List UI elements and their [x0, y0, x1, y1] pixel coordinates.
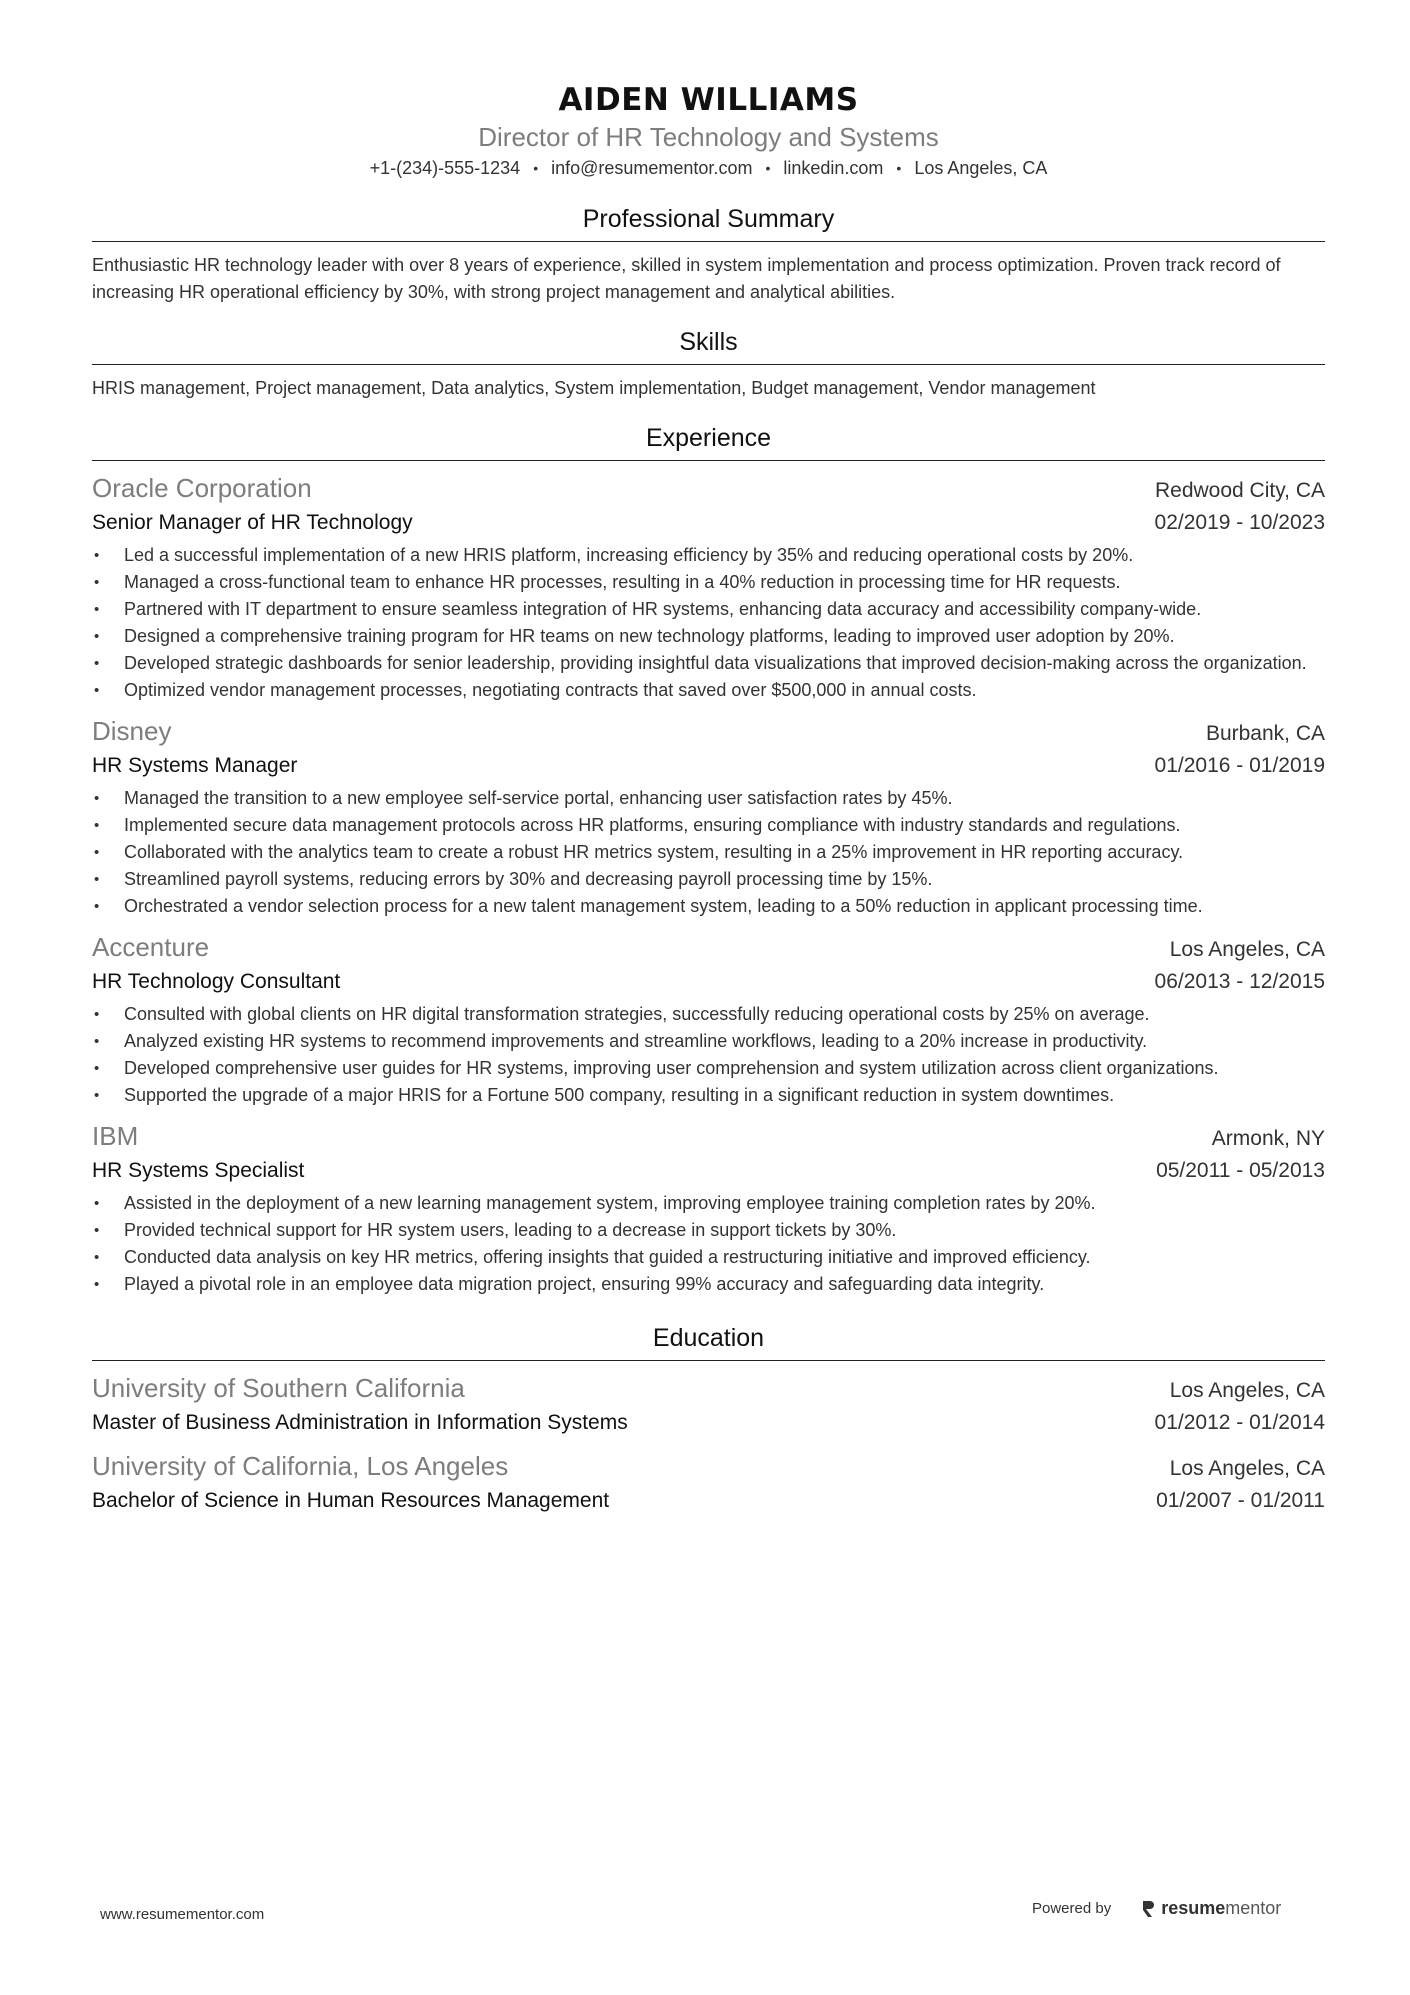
job-entry	[92, 930, 1325, 1109]
location: Los Angeles, CA	[914, 158, 1048, 178]
footer-branding	[1032, 1898, 1281, 1919]
degree: Bachelor of Science in Human Resources Management	[92, 1489, 610, 1512]
bullet-item: • Led a successful implementation of a new HRIS platform, increasing efficiency by 35% and reducing operational costs by 20%.	[92, 542, 1325, 569]
candidate-name: AIDEN WILLIAMS	[558, 82, 859, 118]
job-entry	[92, 471, 1325, 704]
job-dates: 01/2016 - 01/2019	[1154, 754, 1325, 777]
job-bullets	[92, 1001, 1325, 1109]
section-title-skills: Skills	[92, 326, 1325, 365]
job-bullets	[92, 785, 1325, 920]
bullet-item: • Optimized vendor management processes, negotiating contracts that saved over $500,000 in annual costs.	[92, 677, 1325, 704]
job-location: Burbank, CA	[1205, 722, 1325, 745]
school-name: University of California, Los Angeles	[92, 1451, 509, 1481]
bullet-item: • Conducted data analysis on key HR metrics, offering insights that guided a restructuring initiative and improved efficiency.	[92, 1244, 1325, 1271]
company-name: Disney	[92, 716, 172, 746]
job-location: Los Angeles, CA	[1169, 938, 1325, 961]
separator-dot: •	[533, 160, 539, 176]
bullet-item: • Assisted in the deployment of a new learning management system, improving employee training completion rates by 20%.	[92, 1190, 1325, 1217]
bullet-item: • Consulted with global clients on HR digital transformation strategies, successfully reducing operational costs by 25% on average.	[92, 1001, 1325, 1028]
job-bullets	[92, 542, 1325, 704]
education-dates: 01/2012 - 01/2014	[1154, 1411, 1325, 1434]
contact-line	[92, 154, 1325, 183]
resumementor-logo-icon	[1141, 1900, 1155, 1918]
linkedin: linkedin.com	[783, 158, 884, 178]
separator-dot: •	[896, 160, 902, 176]
bullet-item: • Designed a comprehensive training program for HR teams on new technology platforms, leading to improved user adoption by 20%.	[92, 623, 1325, 650]
bullet-item: • Supported the upgrade of a major HRIS for a Fortune 500 company, resulting in a significant reduction in system downtimes.	[92, 1082, 1325, 1109]
degree: Master of Business Administration in Information Systems	[92, 1411, 628, 1434]
email: info@resumementor.com	[551, 158, 753, 178]
summary-text: Enthusiastic HR technology leader with over 8 years of experience, skilled in system implementation and process optimization. Proven track record of increasing HR operational efficiency by 30%, with strong project management and analytical abilities.	[92, 255, 1281, 302]
bullet-item: • Partnered with IT department to ensure seamless integration of HR systems, enhancing data accuracy and accessibility company-wide.	[92, 596, 1325, 623]
bullet-item: • Collaborated with the analytics team to create a robust HR metrics system, resulting in a 25% improvement in HR reporting accuracy.	[92, 839, 1325, 866]
job-entry	[92, 714, 1325, 920]
job-bullets	[92, 1190, 1325, 1298]
company-name: IBM	[92, 1121, 139, 1151]
education-entry	[92, 1371, 1325, 1439]
school-location: Los Angeles, CA	[1169, 1457, 1325, 1480]
phone: +1-(234)-555-1234	[369, 158, 521, 178]
job-location: Redwood City, CA	[1154, 479, 1325, 502]
school-location: Los Angeles, CA	[1169, 1379, 1325, 1402]
skills-text: HRIS management, Project management, Data analytics, System implementation, Budget management, Vendor management	[92, 378, 1096, 398]
bullet-item: • Managed a cross-functional team to enhance HR processes, resulting in a 40% reduction in processing time for HR requests.	[92, 569, 1325, 596]
bullet-item: • Developed comprehensive user guides for HR systems, improving user comprehension and system utilization across client organizations.	[92, 1055, 1325, 1082]
section-title-experience: Experience	[92, 422, 1325, 461]
bullet-item: • Managed the transition to a new employee self-service portal, enhancing user satisfaction rates by 45%.	[92, 785, 1325, 812]
footer-website[interactable]: www.resumementor.com	[100, 1906, 265, 1923]
job-location: Armonk, NY	[1211, 1127, 1325, 1150]
bullet-item: • Streamlined payroll systems, reducing errors by 30% and decreasing payroll processing time by 15%.	[92, 866, 1325, 893]
powered-by-label: Powered by	[1032, 1900, 1112, 1917]
school-name: University of Southern California	[92, 1373, 465, 1403]
brand-name[interactable]	[1161, 1898, 1281, 1919]
education-entry	[92, 1449, 1325, 1517]
brand-light: mentor	[1225, 1898, 1282, 1918]
bullet-item: • Analyzed existing HR systems to recommend improvements and streamline workflows, leading to a 20% increase in productivity.	[92, 1028, 1325, 1055]
resume-page	[92, 80, 1325, 1517]
company-name: Oracle Corporation	[92, 473, 312, 503]
job-dates: 06/2013 - 12/2015	[1154, 970, 1325, 993]
bullet-item: • Provided technical support for HR system users, leading to a decrease in support tickets by 30%.	[92, 1217, 1325, 1244]
section-title-summary: Professional Summary	[92, 203, 1325, 242]
job-title: HR Systems Manager	[92, 754, 298, 777]
bullet-item: • Orchestrated a vendor selection process for a new talent management system, leading to a 50% reduction in applicant processing time.	[92, 893, 1325, 920]
company-name: Accenture	[92, 932, 210, 962]
job-dates: 02/2019 - 10/2023	[1154, 511, 1325, 534]
job-title: HR Technology Consultant	[92, 970, 341, 993]
job-entry	[92, 1119, 1325, 1298]
bullet-item: • Played a pivotal role in an employee data migration project, ensuring 99% accuracy and safeguarding data integrity.	[92, 1271, 1325, 1298]
job-title: HR Systems Specialist	[92, 1159, 305, 1182]
job-dates: 05/2011 - 05/2013	[1156, 1159, 1325, 1182]
section-title-education: Education	[92, 1322, 1325, 1361]
bullet-item: • Developed strategic dashboards for senior leadership, providing insightful data visualizations that improved decision-making across the organization.	[92, 650, 1325, 677]
job-headline: Director of HR Technology and Systems	[478, 122, 939, 152]
brand-bold: resume	[1161, 1898, 1226, 1918]
education-dates: 01/2007 - 01/2011	[1156, 1489, 1325, 1512]
separator-dot: •	[765, 160, 771, 176]
bullet-item: • Implemented secure data management protocols across HR platforms, ensuring compliance with industry standards and regulations.	[92, 812, 1325, 839]
job-title: Senior Manager of HR Technology	[92, 511, 413, 534]
